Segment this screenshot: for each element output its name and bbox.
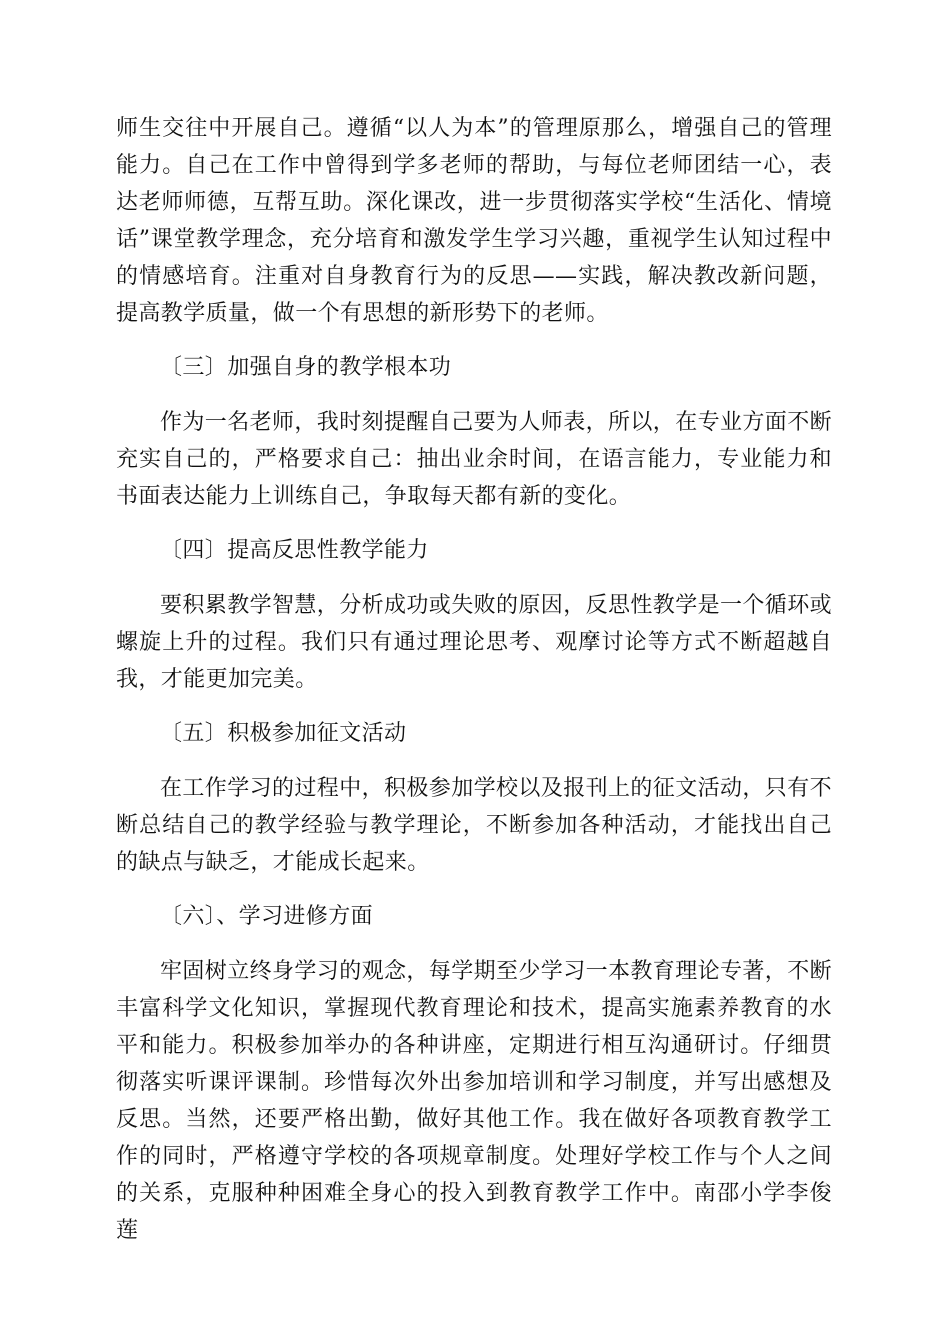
spacer [116, 515, 832, 532]
spacer [116, 386, 832, 404]
paragraph-essay-activities: 在工作学习的过程中，积极参加学校以及报刊上的征文活动，只有不断总结自己的教学经验与教学理论，不断参加各种活动，才能找出自己的缺点与缺乏，才能成长起来。 [116, 776, 833, 875]
spacer [116, 935, 832, 953]
document-body [116, 110, 832, 1249]
paragraph-teacher-relations: 师生交往中开展自己。遵循“以人为本”的管理原那么，增强自己的管理能力。自己在工作中曾得到学多老师的帮助，与每位老师团结一心，表达老师师德，互帮互助。深化课改，进一步贯彻落实学校“生活化、情境话”课堂教学理念，充分培育和激发学生学习兴趣，重视学生认知过程中的情感培育。注重对自身教育行为的反思——实践，解决教改新问题，提高教学质量，做一个有思想的新形势下的老师。 [116, 116, 832, 326]
section-heading-4: 〔四〕提高反思性教学能力 [160, 538, 429, 563]
spacer [116, 332, 832, 349]
paragraph-lifelong-learning: 牢固树立终身学习的观念，每学期至少学习一本教育理论专著，不断丰富科学文化知识，掌握现代教育理论和技术，提高实施素养教育的水平和能力。积极参加举办的各种讲座，定期进行相互沟通研讨。仔细贯彻落实听课评课制。珍惜每次外出参加培训和学习制度，并写出感想及反思。当然，还要严格出勤，做好其他工作。我在做好各项教育教学工作的同时，严格遵守学校的各项规章制度。处理好学校工作与个人之间的关系，克服种种困难全身心的投入到教育教学工作中。南邵小学李俊莲 [116, 959, 833, 1243]
spacer [116, 752, 832, 770]
section-heading-5: 〔五〕积极参加征文活动 [160, 721, 407, 746]
spacer [116, 698, 832, 715]
section-heading-3: 〔三〕加强自身的教学根本功 [160, 355, 452, 380]
spacer [116, 881, 832, 898]
section-heading-6: 〔六〕、学习进修方面 [160, 904, 374, 929]
paragraph-reflective-teaching: 要积累教学智慧，分析成功或失败的原因，反思性教学是一个循环或螺旋上升的过程。我们只有通过理论思考、观摩讨论等方式不断超越自我，才能更加完美。 [116, 593, 833, 692]
spacer [116, 569, 832, 587]
paragraph-basic-skills: 作为一名老师，我时刻提醒自己要为人师表，所以，在专业方面不断充实自己的，严格要求自己：抽出业余时间，在语言能力，专业能力和书面表达能力上训练自己，争取每天都有新的变化。 [116, 410, 833, 509]
